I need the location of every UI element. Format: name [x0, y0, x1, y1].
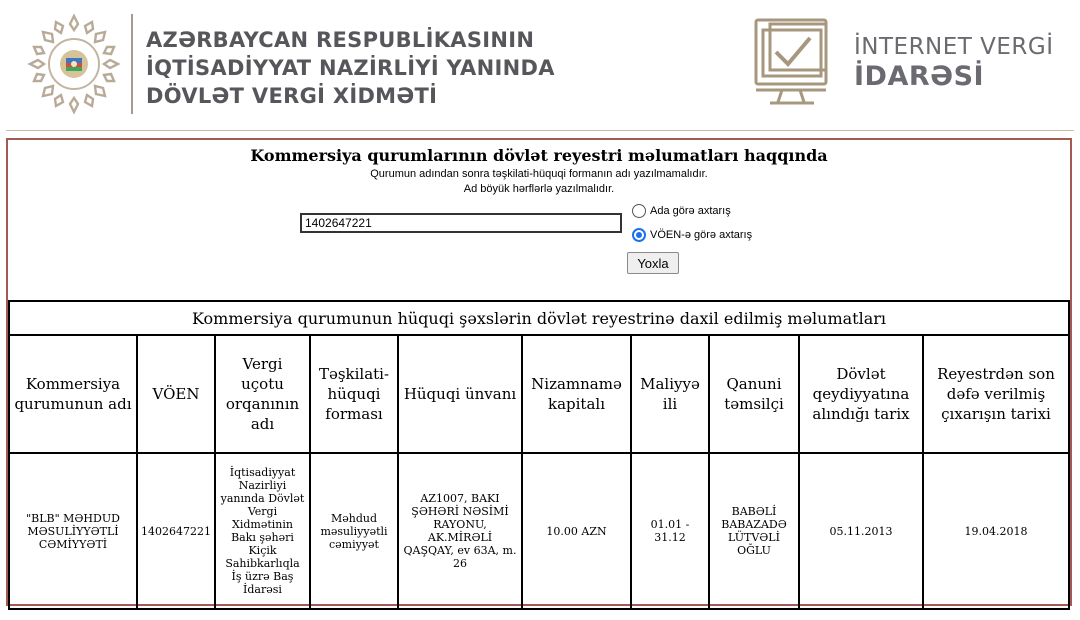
column-header: Təşkilati-hüquqi forması — [310, 335, 398, 453]
form-title: Kommersiya qurumlarının dövlət reyestri məlumatları haqqında — [250, 146, 828, 165]
radio-search-by-name[interactable] — [632, 204, 731, 218]
table-header-row — [9, 335, 1069, 453]
table-cell: İqtisadiyyat Nazirliyi yanında Dövlət Vergi Xidmətinin Bakı şəhəri Kiçik Sahibkarlıqla İş üzrə Baş İdarəsi — [215, 453, 310, 609]
table-cell: 19.04.2018 — [923, 453, 1069, 609]
column-header: Reyestrdən son dəfə verilmiş çıxarışın tarixi — [923, 335, 1069, 453]
table-cell: 1402647221 — [137, 453, 215, 609]
table-caption: Kommersiya qurumunun hüquqi şəxslərin dövlət reyestrinə daxil edilmiş məlumatları — [9, 301, 1069, 335]
state-emblem-icon — [26, 12, 122, 116]
column-header: Dövlət qeydiyyatına alındığı tarix — [799, 335, 923, 453]
radio-button[interactable] — [632, 204, 646, 218]
column-header: Qanuni təmsilçi — [709, 335, 799, 453]
site-header — [0, 0, 1080, 128]
header-divider-line — [6, 130, 1074, 131]
ivi-title — [854, 32, 1054, 92]
radio-label: Ada görə axtarış — [650, 205, 731, 217]
column-header: Kommersiya qurumunun adı — [9, 335, 137, 453]
column-header: Maliyyə ili — [631, 335, 709, 453]
table-cell: 01.01 - 31.12 — [631, 453, 709, 609]
check-button[interactable]: Yoxla — [627, 252, 679, 274]
ivi-title-line: İDARƏSİ — [854, 61, 985, 92]
table-cell: AZ1007, BAKI ŞƏHƏRİ NƏSİMİ RAYONU, AK.MİRƏLİ QAŞQAY, ev 63A, m. 26 — [398, 453, 522, 609]
search-input[interactable] — [300, 213, 622, 233]
form-note: Qurumun adından sonra təşkilati-hüquqi formanın adı yazılmamalıdır. — [370, 168, 708, 180]
table-row — [9, 453, 1069, 609]
table-cell: "BLB" MƏHDUD MƏSULİYYƏTLİ CƏMİYYƏTİ — [9, 453, 137, 609]
dvx-title — [146, 26, 555, 110]
column-header: Vergi uçotu orqanının adı — [215, 335, 310, 453]
results-table — [8, 300, 1070, 610]
table-cell: BABƏLİ BABAZADƏ LÜTVƏLİ OĞLU — [709, 453, 799, 609]
table-cell: Məhdud məsuliyyətli cəmiyyət — [310, 453, 398, 609]
radio-search-by-voen[interactable] — [632, 228, 752, 242]
column-header: Nizamnamə kapitalı — [522, 335, 631, 453]
dvx-title-line: AZƏRBAYCAN RESPUBLİKASININ — [146, 28, 535, 52]
radio-label: VÖEN-ə görə axtarış — [650, 229, 753, 241]
registry-panel — [6, 138, 1072, 606]
dvx-title-line: DÖVLƏT VERGİ XİDMƏTİ — [146, 84, 438, 108]
table-cell: 05.11.2013 — [799, 453, 923, 609]
column-header: VÖEN — [137, 335, 215, 453]
radio-button-selected[interactable] — [632, 228, 646, 242]
form-note: Ad böyük hərflərlə yazılmalıdır. — [463, 183, 615, 195]
monitor-checkmark-icon — [752, 16, 836, 108]
column-header: Hüquqi ünvanı — [398, 335, 522, 453]
table-cell: 10.00 AZN — [522, 453, 631, 609]
header-divider — [131, 14, 133, 114]
dvx-title-line: İQTİSADİYYAT NAZİRLİYİ YANINDA — [146, 56, 555, 80]
ivi-title-line: İNTERNET VERGİ — [854, 34, 1054, 60]
